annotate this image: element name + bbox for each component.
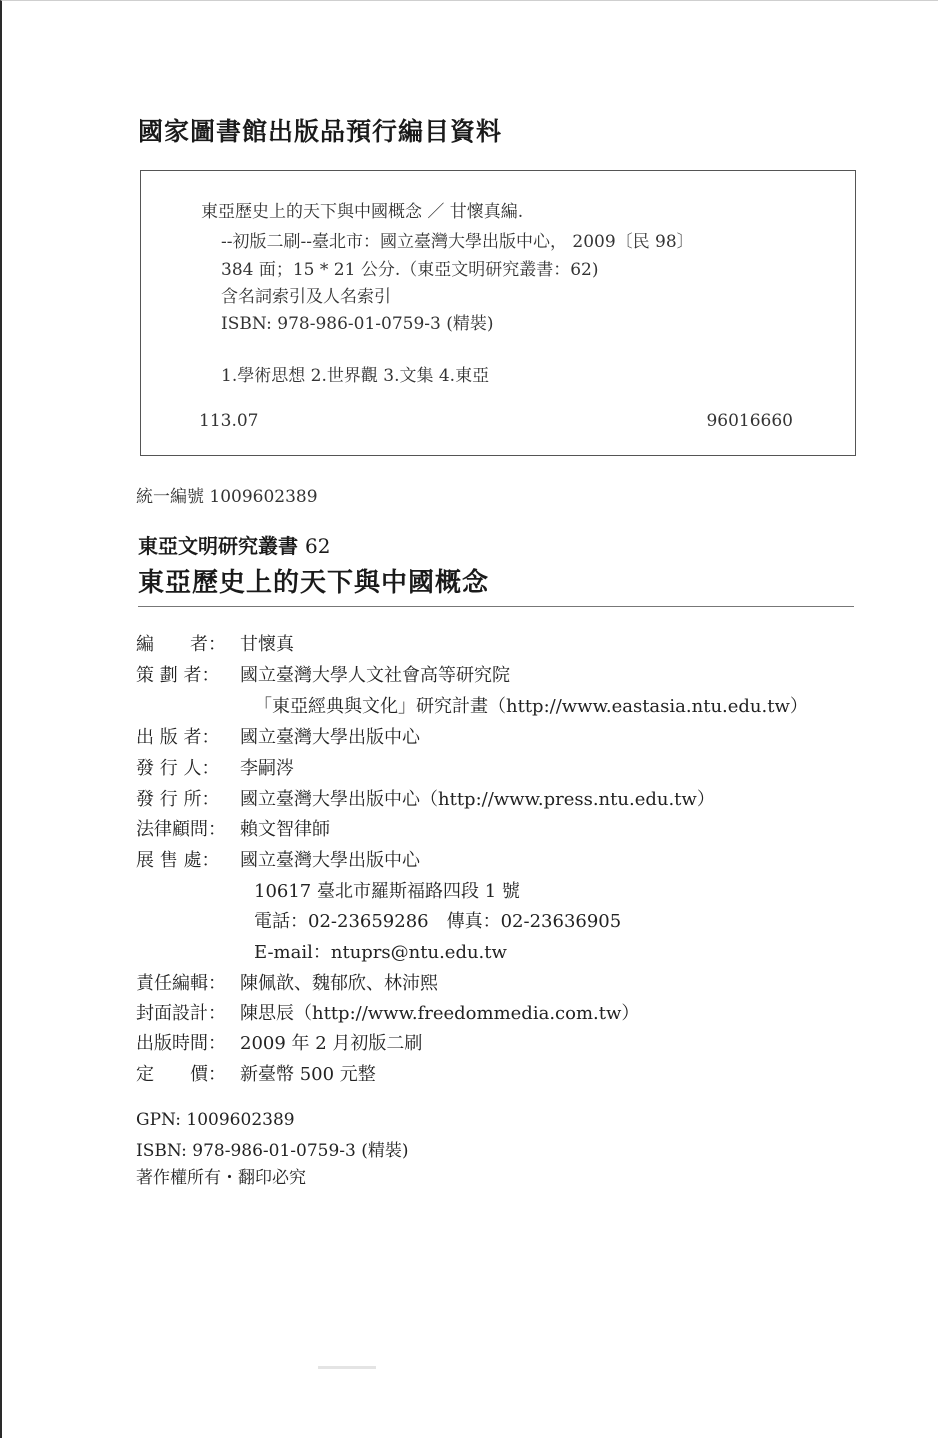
gpn-line: GPN: 1009602389 xyxy=(136,1110,295,1130)
credit-label: 發 行 所： xyxy=(136,789,220,810)
cip-class-number: 113.07 xyxy=(199,411,259,431)
copyright-line: 著作權所有・翻印必究 xyxy=(136,1168,306,1188)
credit-row-price xyxy=(136,1060,376,1086)
credit-value: 陳佩歆、魏郁欣、林沛熙 xyxy=(240,973,438,994)
credit-label: 法律顧問： xyxy=(136,819,226,840)
credit-value: 甘懷真 xyxy=(240,634,294,655)
credit-label: 出版時間： xyxy=(136,1033,226,1054)
credit-value: 國立臺灣大學出版中心 xyxy=(240,850,420,871)
credit-value: 國立臺灣大學人文社會高等研究院 xyxy=(240,665,510,686)
series-line xyxy=(138,530,330,559)
cip-pages-line: 384 面；15 * 21 公分.（東亞文明研究叢書：62) xyxy=(221,260,599,280)
credit-row-editor xyxy=(136,630,294,656)
series-name: 東亞文明研究叢書 xyxy=(138,534,298,558)
credit-value: 新臺幣 500 元整 xyxy=(240,1064,376,1085)
cip-record-number: 96016660 xyxy=(706,411,793,431)
unified-number: 統一編號 1009602389 xyxy=(136,487,318,507)
credit-planner-project: 「東亞經典與文化」研究計畫（http://www.eastasia.ntu.edu.tw） xyxy=(254,696,808,717)
cip-edition-line: --初版二刷--臺北市：國立臺灣大學出版中心， 2009〔民 98〕 xyxy=(221,232,694,252)
credit-label: 策 劃 者： xyxy=(136,665,220,686)
credit-value: 陳思辰（http://www.freedommedia.com.tw） xyxy=(240,1003,640,1024)
cip-subjects-line: 1.學術思想 2.世界觀 3.文集 4.東亞 xyxy=(221,366,490,386)
credit-label: 出 版 者： xyxy=(136,727,220,748)
credit-row-publisher xyxy=(136,723,420,749)
credit-row-planner xyxy=(136,661,510,687)
credit-row-legal xyxy=(136,815,330,841)
credit-row-issuer xyxy=(136,754,294,780)
credit-row-distributor xyxy=(136,785,715,811)
credit-value: 李嗣涔 xyxy=(240,758,294,779)
scan-artifact xyxy=(318,1366,376,1369)
credit-label: 封面設計： xyxy=(136,1003,226,1024)
credit-sales-phone: 電話：02-23659286 傳真：02-23636905 xyxy=(254,911,622,932)
cip-heading: 國家圖書館出版品預行編目資料 xyxy=(138,117,503,146)
title-divider xyxy=(138,606,854,607)
credit-label: 責任編輯： xyxy=(136,973,226,994)
credit-value: 國立臺灣大學出版中心 xyxy=(240,727,420,748)
credit-value: 賴文智律師 xyxy=(240,819,330,840)
credit-label: 發 行 人： xyxy=(136,758,220,779)
isbn-line: ISBN: 978-986-01-0759-3 (精裝) xyxy=(136,1141,409,1161)
credit-label: 編 者： xyxy=(136,634,226,655)
credit-label: 定 價： xyxy=(136,1064,226,1085)
cip-isbn-line: ISBN: 978-986-01-0759-3 (精裝) xyxy=(221,314,494,334)
book-title: 東亞歷史上的天下與中國概念 xyxy=(138,568,490,598)
credit-value: 2009 年 2 月初版二刷 xyxy=(240,1033,423,1054)
series-number: 62 xyxy=(304,534,331,558)
credit-sales-address: 10617 臺北市羅斯福路四段 1 號 xyxy=(254,881,520,902)
credit-row-date xyxy=(136,1029,422,1055)
credit-sales-email: E-mail：ntuprs@ntu.edu.tw xyxy=(254,942,507,963)
cip-title-line: 東亞歷史上的天下與中國概念 ／ 甘懷真編. xyxy=(201,202,524,222)
credit-row-cover xyxy=(136,999,639,1025)
cip-index-line: 含名詞索引及人名索引 xyxy=(221,287,391,307)
credit-row-sales xyxy=(136,846,420,872)
credit-label: 展 售 處： xyxy=(136,850,220,871)
cip-record-box xyxy=(140,170,856,456)
credit-row-editors xyxy=(136,969,438,995)
credit-value: 國立臺灣大學出版中心（http://www.press.ntu.edu.tw） xyxy=(240,789,715,810)
